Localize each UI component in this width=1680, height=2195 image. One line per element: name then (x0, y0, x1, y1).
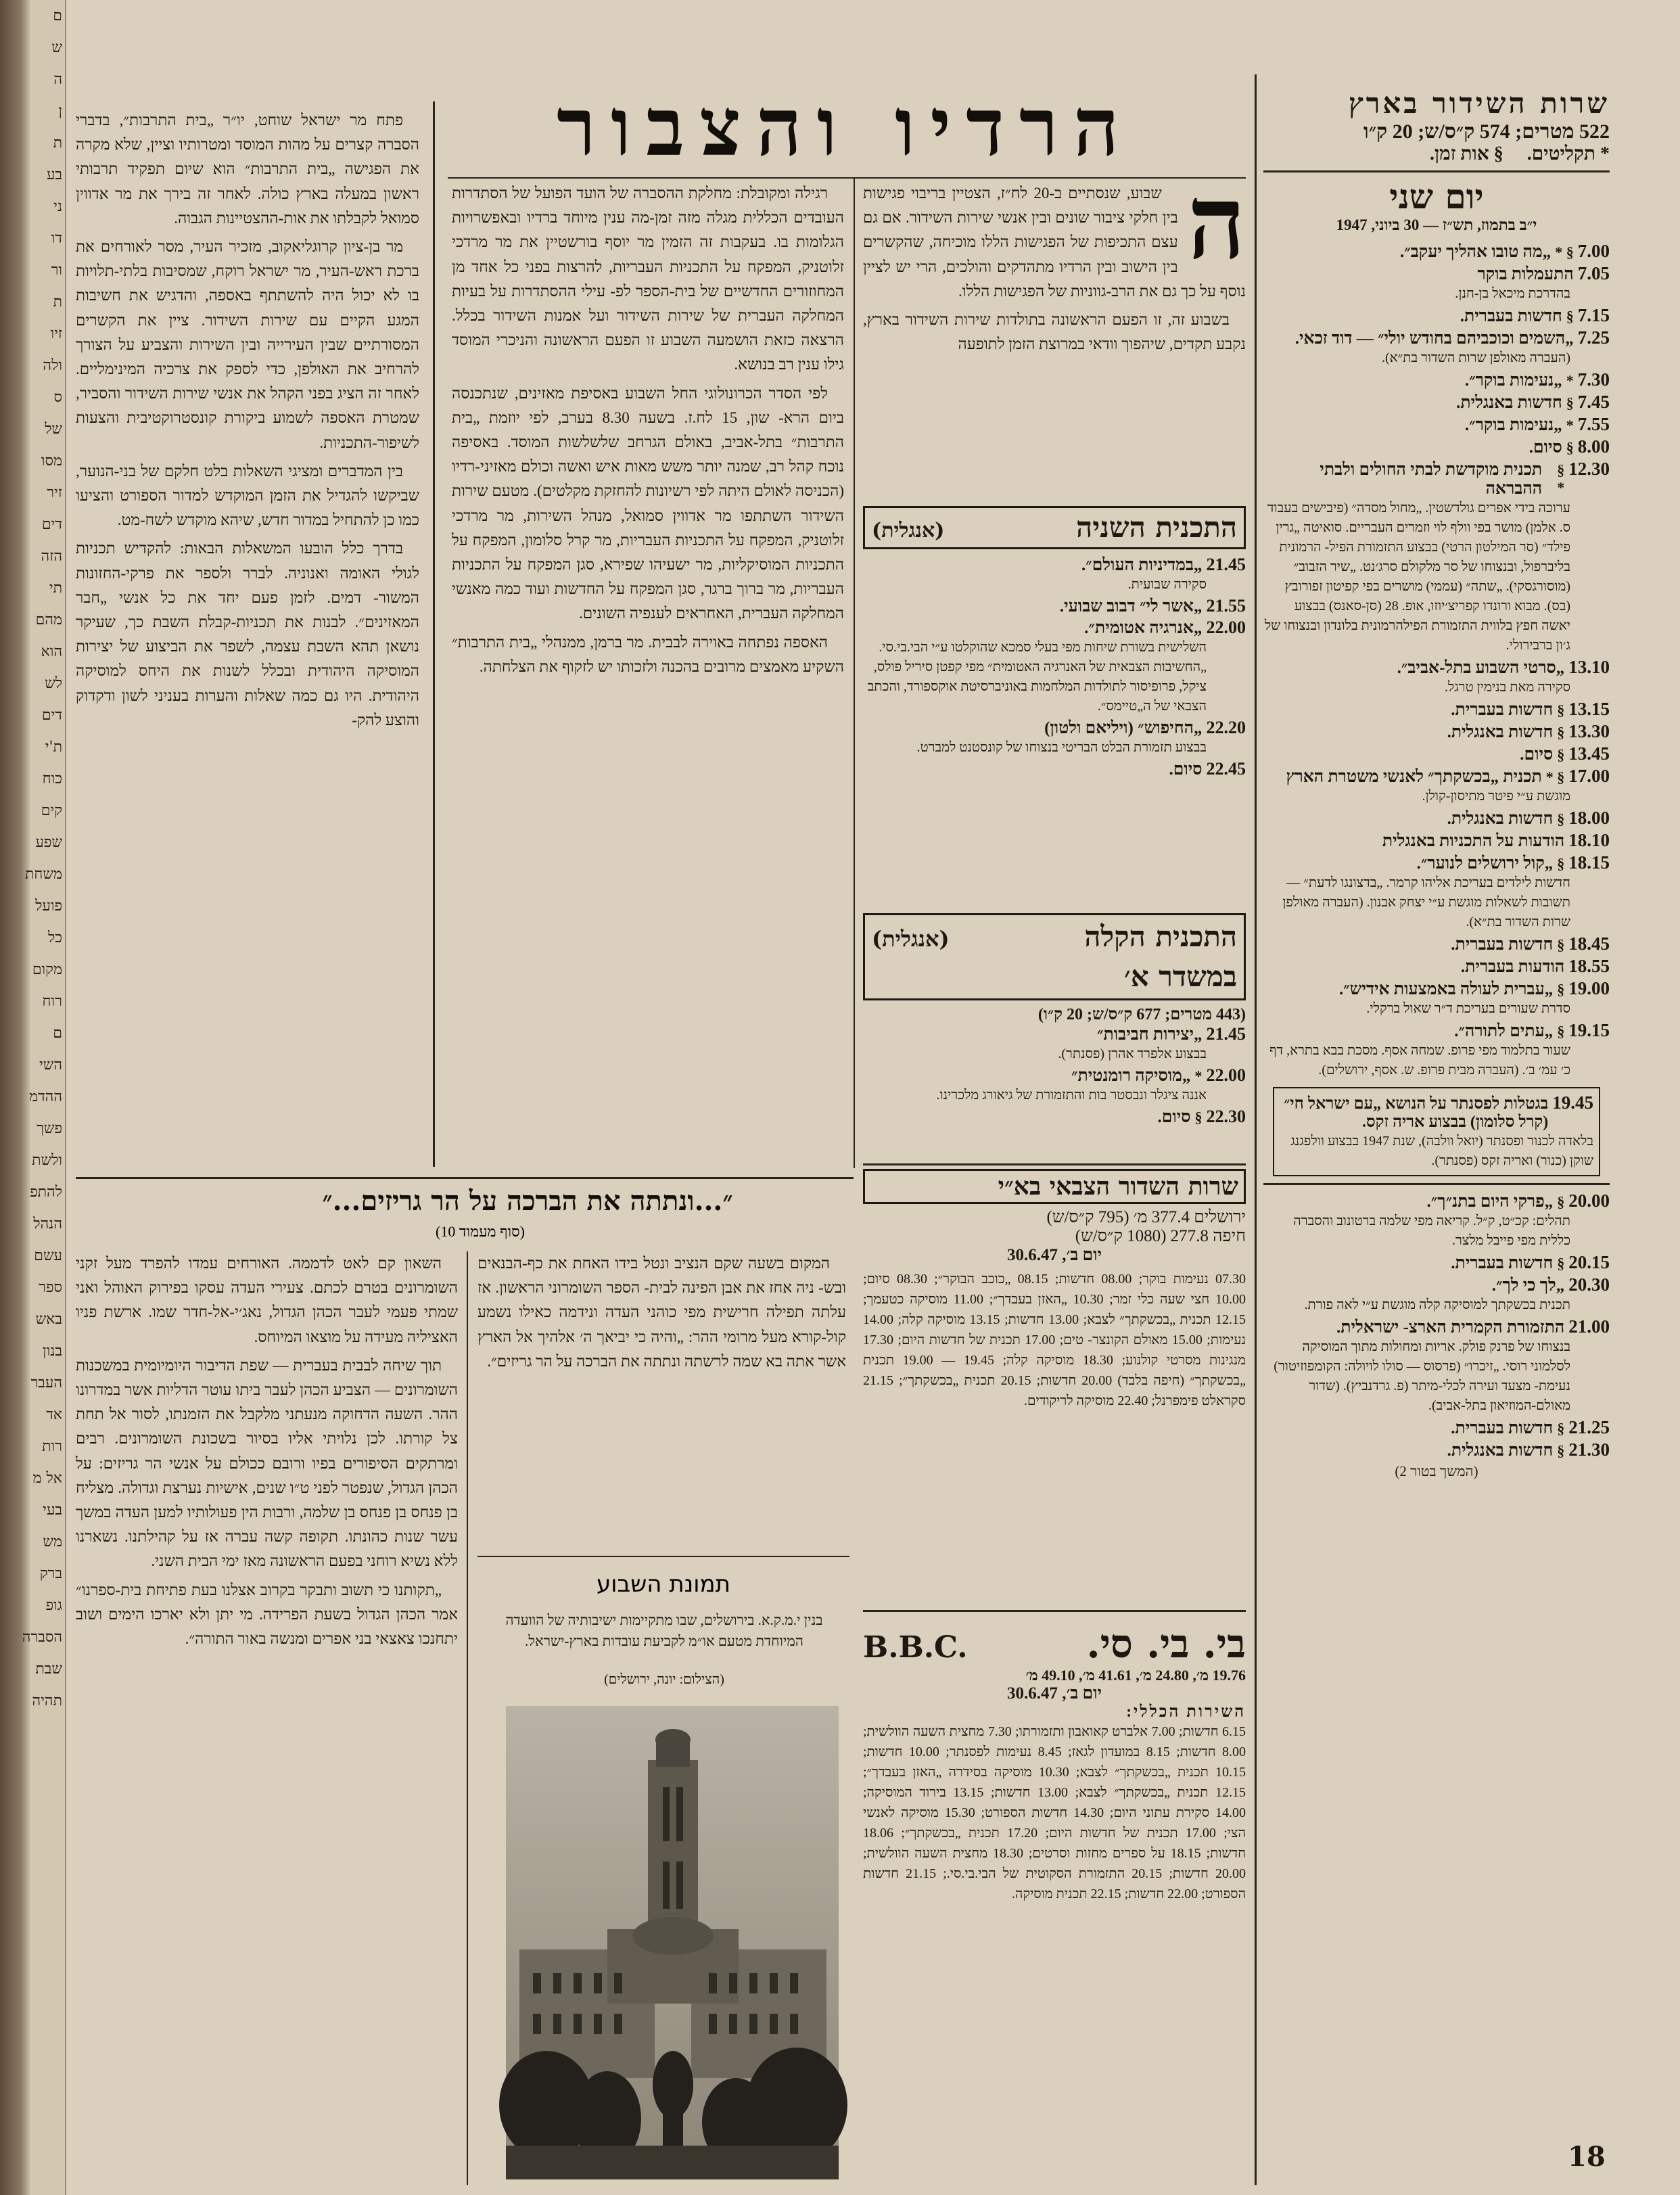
program-entry (1263, 1274, 1610, 1315)
program-time: 18.00 (1568, 808, 1610, 828)
program-time: 21.00 (1568, 1316, 1610, 1337)
edge-text-fragment: באש (35, 1311, 62, 1328)
program-symbol: § (1557, 1023, 1565, 1040)
program-time: 13.45 (1568, 743, 1610, 764)
program-title: „מה טובו אהליך יעקב״. (1400, 243, 1551, 261)
article-paragraph: „תקותנו כי תשוב ותבקר בקרוב אצלנו בעת פתיחת בית-ספרנו״ אמר הכהן הגדול בשעת הפרידה. מי יתן ולא יארכו הימים ושוב יתחנכו צאצאי בני אפרים ומנשה באור התורה״. (76, 1581, 458, 1648)
program-time: 21.25 (1568, 1417, 1610, 1437)
edge-text-fragment: בע (46, 166, 62, 183)
army-jerusalem-frequency: ירושלים 377.4 מ׳ (795 ק״ס/ש) (1046, 1208, 1246, 1226)
ymca-building-image (506, 1706, 839, 2179)
article-paragraph: שבוע, שנסתיים ב-20 לח״ז, הצטיין בריבוי פגישות בין חלקי ציבור שונים ובין אנשי שירות השידור. אם גם עצם התכיפות של הפגישות הללו מוכיחה, שהקשרים בין הישוב ובין הרדיו מתהדקים והולכים, הרי יש לציין נוסף על כך גם את הרב-גווניות של הפגישות הללו. (863, 185, 1246, 300)
program-time: 22.00 (1206, 1065, 1246, 1085)
program-note: תהלים: קכ״ט, ק״ל. קריאה מפי שלמה ברטונוב והסברה כללית מפי פייבל מלצר. (1293, 1214, 1570, 1248)
program-note: (העברה מאולפן שרות השדור בת״א). (1382, 350, 1570, 365)
army-haifa-frequency: חיפה 277.8 (1080 ק״ס/ש) (1075, 1227, 1246, 1245)
program-symbol: § (1557, 1420, 1565, 1437)
edge-text-fragment: ת (53, 135, 62, 152)
program-time: 20.30 (1568, 1274, 1610, 1295)
program-title: סיום. (1157, 1108, 1191, 1126)
program-entry (1263, 699, 1610, 720)
program-title: „נעימות בוקר״. (1464, 416, 1562, 434)
bottom-article-title: ״...ונתתה את הברכה על הר גריזים...״ (322, 1185, 733, 1217)
light-program-frequency: (443 מטרים; 677 ק״ס/ש; 20 ק״ו) (1037, 1006, 1246, 1023)
army-broadcast-box (863, 1163, 1246, 1603)
program-note: חדשות לילדים בעריכת אליהו קרמר. „בדצונגו לדעת״ — תשובות לשאלות מוגשת ע״י יצחק אבנון. (העברה מאולפן שרות השדור בת״א). (1282, 875, 1570, 929)
light-program-heading: התכנית הקלה (1084, 920, 1237, 953)
article-paragraph: פתח מר ישראל שוחט, יו״ר „בית התרבות״, בדברי הסברה קצרים על מהות המוסד ומטרותיו וציין, שלא מקרה את הפגישה „בית התרבות״ הוא שיום תפקיד תרבותי ראשון במעלה בארץ כולה. לאחר זה בירך את מר אדווין סמואל לקבלתו את אות-ההצטיינות הגבוה. (76, 112, 419, 227)
previous-page-edge (22, 0, 66, 2195)
program-time: 8.00 (1577, 436, 1610, 457)
program-title: „מוסיקה רומנטית״ (1071, 1067, 1191, 1085)
program-symbol: * (1194, 1067, 1203, 1084)
program-title: „פרקי היום בתנ״ך״. (1426, 1193, 1554, 1211)
second-program-title (863, 506, 1246, 549)
program-entry (1263, 1439, 1610, 1460)
bbc-box (863, 1610, 1246, 2178)
bbc-date: יום ב׳, 30.6.47 (1006, 1684, 1102, 1703)
edge-text-fragment: פשך (37, 1120, 62, 1137)
program-time: 21.30 (1568, 1439, 1610, 1460)
edge-text-fragment: הזה (41, 548, 62, 565)
program-time: 13.15 (1568, 699, 1610, 719)
program-entry (1263, 459, 1610, 655)
program-time: 19.45 (1552, 1092, 1593, 1113)
program-entry (863, 718, 1246, 758)
program-title: חדשות באנגלית. (1447, 810, 1554, 828)
program-title: „במדיניות העולם״. (1081, 556, 1203, 574)
program-entry (1263, 830, 1610, 851)
program-symbol: § (1557, 810, 1565, 827)
article-paragraph: מר בן-ציון קרוגליאקוב, מזכיר העיר, מסר לאורחים את ברכת ראש-העיר, מר ישראל רוקח, שמסיבות בלתי-תלויות בו לא יכול היה להשתתף באספה, והדגיש את חשיבות המגע הקיים עם שירות השידור. ציין את הקשרים המסורתיים שבין העירייה ובין השירות והצביע על הצורך להרחיב את האולפן, כדי לספק את צרכיה המינימליים. לאחר זה הציג בפני הקהל את אנשי שירות השידור והסביר, שמטרת האספה לשמוע ביקורת קונסטרוקטיבית והצעות לשיפור-התכניות. (76, 238, 419, 451)
page-number: 18 (1568, 2141, 1606, 2173)
title-underline (448, 177, 1246, 179)
article-column-lead (863, 163, 1246, 499)
drop-cap: ה (1187, 163, 1246, 282)
edge-text-fragment: שבת (35, 1661, 62, 1678)
ymca-building-photo (506, 1706, 839, 2179)
edge-text-fragment: רוח (42, 993, 62, 1010)
page-binding (0, 0, 30, 2195)
bottom-section-rule (76, 1177, 854, 1179)
program-title: „נעימות בוקר״. (1464, 371, 1562, 390)
day-date: י״ב בתמוז, תש״ז — 30 ביוני, 1947 (1336, 216, 1537, 233)
army-broadcast-schedule: 07.30 נעימות בוקר; 08.00 חדשות; 08.15 „כוכב הבוקר״; 08.30 סיום; 10.00 חצי שעה כלי זמר; 10.30 „האזן בעבדך״; 11.00 מוסיקה כטעמך; 12.15 תכנית „בכשקתך״ לצבא; 13.00 חדשות; 13.15 מוסיקה קלה; 14.00 נעימות; 15.00 מאולם הקונצר- טים; 17.00 תכנית של חדשות היום; 17.30 מנגינות מסרטי קולנוע; 18.30 מוסיקה קלה; 19.45 — 19.00 תכנית „בכשקתך״ (חיפה בלבד) 20.00 חדשות; 20.15 תכנית „בכשקתך״; 21.15 סקראלט פימפרנל; 22.40 מוסיקה לריקודים. (863, 1272, 1246, 1408)
second-program-language: (אנגלית) (872, 519, 945, 542)
program-note: בהדרכת מיכאל בן-חנן. (1455, 286, 1570, 301)
local-broadcast-column (1263, 87, 1610, 2184)
program-time: 7.05 (1577, 263, 1610, 283)
program-note: סקירה מאת בנימין טרגל. (1444, 680, 1570, 695)
program-title: חדשות באנגלית. (1456, 394, 1562, 412)
photo-section-rule (477, 1556, 849, 1557)
program-title: הודעות בעברית. (1460, 958, 1565, 976)
bbc-frequencies: 19.76 מ׳, 24.80 מ׳, 41.61 מ׳, 49.10 מ׳ (1025, 1667, 1246, 1684)
edge-text-fragment: להתפ (30, 1184, 62, 1201)
program-time: 13.30 (1568, 721, 1610, 741)
program-title: הודעות על התכניות באנגלית (1382, 832, 1565, 850)
continuation-note: (המשך בטור 2) (1395, 1463, 1478, 1479)
program-entry (1263, 436, 1610, 457)
program-entry (1263, 978, 1610, 1019)
edge-text-fragment: ור (51, 262, 62, 279)
program-time: 20.15 (1568, 1252, 1610, 1272)
photo-credit: (הצילום: יונה, ירושלים) (604, 1672, 724, 1687)
bottom-article-right (477, 1251, 846, 1549)
edge-text-fragment: העבר (30, 1374, 62, 1391)
program-time: 21.45 (1206, 1024, 1246, 1044)
program-time: 13.10 (1568, 657, 1610, 677)
program-time: 7.25 (1577, 327, 1610, 348)
program-title: התזמורת הקמרית הארצ- ישראלית. (1336, 1318, 1565, 1337)
program-symbol: § (1557, 1255, 1565, 1272)
edge-text-fragment: אל מ (32, 1470, 62, 1487)
column-divider (433, 101, 435, 1167)
light-program-title (863, 913, 1246, 1000)
program-symbol: § * (1557, 461, 1565, 496)
light-program-box (863, 913, 1246, 1157)
program-time: 19.15 (1568, 1020, 1610, 1040)
edge-text-fragment: מהם (35, 611, 62, 628)
edge-text-fragment: משחת (24, 866, 62, 883)
program-entry (1263, 956, 1610, 977)
program-time: 18.10 (1568, 830, 1610, 850)
program-symbol: § (1557, 1193, 1565, 1210)
edge-text-fragment: דו (51, 230, 62, 247)
program-note: ערוכה בידי אפרים גולדשטין. „מחול מסדה״ (פיבישים בעבוד ס. אלמן) מושר בפי וולף לוי וזמרים העבריים. סואיטה „גרין פילד״ (סר המילטון הרטי) בבצוע התזמורת הפיל- הרמונית בליברפול, ובנצוחו של סר מלקולם סרג׳נט. „שיר הזבוב״ (מוסורגסקי). „שתה״ (עממי) מושרים בפי קפיטון זפורובץ (בס). מבוא ורונדו קפריצ׳יוזו, אופ. 28 (סן-סאנס) בבצוע יאשה חפץ בלווית התזמורת הפילהרמונית בלונדון ובנצוחו של ג׳ון ברבירולי. (1264, 501, 1570, 653)
program-entry (1263, 743, 1610, 764)
program-symbol: * (1566, 417, 1574, 434)
second-program-heading: התכנית השניה (1076, 511, 1237, 544)
program-note: בבצוע אלפרד אהרן (פסנתר). (1058, 1046, 1207, 1061)
program-entry (1263, 721, 1610, 742)
edge-text-fragment: ולשת (32, 1152, 62, 1169)
edge-text-fragment: גופ (45, 1597, 62, 1614)
bbc-schedule: 6.15 חדשות; 7.00 אלברט קאואבון ותזמורתו; 7.30 מחצית השעה הוולשית; 8.00 חדשות; 8.15 במועדון לגאז; 8.45 נעימות לפסנתר; 10.00 חדשות; 10.15 תכנית „בכשקתך״ לצבא; 10.30 מוסיקה בסידרה „האזן בעבדך״; 12.15 תכנית „בכשקתך״ לצבא; 13.00 חדשות; 13.15 בירוד המוסיקה; 14.00 סקירת עתוני היום; 14.30 חדשות הספורט; 15.30 מוסיקה לאנשי הצי; 17.00 תכנית של חדשות היום; 17.20 תכנית „בכשקתך״; 18.06 חדשות; 18.15 על ספרים מחזות וסרטים; 18.30 מחצית השעה הוולשית; 20.00 חדשות; 20.15 התזמורת הסקוטית של הבי.בי.סי.; 21.15 חדשות הספורט; 22.00 חדשות; 22.15 תכנית מוסיקה. (863, 1724, 1246, 1901)
edge-text-fragment: ברק (39, 1565, 62, 1582)
program-entry (863, 555, 1246, 595)
program-title: „עתים לתורה״. (1454, 1022, 1554, 1040)
edge-text-fragment: פועל (35, 898, 62, 915)
program-note: סדרת שעורים בעריכת ד״ר שאול ברקלי. (1366, 1001, 1570, 1016)
edge-text-fragment: תהיה (32, 1692, 62, 1709)
article-paragraph: תוך שיחה לבבית בעברית — שפת הדיבור היומיומית במשכנות השומרונים — הצביע הכהן לעבר ביתו עוטר הדליות אשר במדרונו ההר. השעה הדחוקה מנעתני מלקבל את הזמנתו, לסור אל תחת צל קורתו. לכן נלויתי אליו בסיור בשכונת השומרונים. רבים ומרתקים הסיפורים בפיו ורובם ככולם על אנשי הר גריזים: על הכהן הגדול, שנפטר לפני ט״ו שנים, אישיות נערצת וגדולה. מצליח בן פנחס בן פנחס בן שלמה, ורבות הין פעולותיו למען העדה במשך עשר שנות כהונתו. תקופה קשה עברה אז על קהילתנו. נשארנו ללא נשיא רוחני בפעם הראשונה מאז ימי הבית השני. (76, 1356, 458, 1570)
edge-text-fragment: ם (53, 1025, 62, 1042)
program-symbol: § (1557, 701, 1565, 718)
army-broadcast-title: שרות השדור הצבאי בא״י (863, 1169, 1246, 1204)
program-entry (1263, 414, 1610, 435)
program-title: תכנית „בכשקתך״ לאנשי משטרת הארץ (1286, 768, 1542, 786)
program-time: 22.30 (1206, 1107, 1246, 1126)
edge-text-fragment: ולה (43, 357, 62, 374)
program-entry (1263, 808, 1610, 829)
program-entry (1263, 369, 1610, 390)
program-symbol: * (1566, 372, 1574, 389)
program-symbol: § (1557, 936, 1565, 953)
program-entry (863, 759, 1246, 779)
day-heading: יום שני (1389, 177, 1484, 216)
edge-text-fragment: מקום (32, 961, 62, 978)
edge-text-fragment: תי (49, 580, 62, 597)
program-title: „השמים וכוכביהם בחודש יולי״ — דוד זכאי. (1294, 329, 1574, 348)
program-symbol: § (1566, 308, 1574, 325)
article-paragraph: בין המדברים ומציגי השאלות בלט חלקם של בני-הנוער, שביקשו להגדיל את הזמן המוקדש למדור הספורט והציעו כמו כן להתחיל במדור חדש, שיהא מוקדש לשח-מט. (76, 462, 419, 529)
edge-text-fragment: השי (39, 1057, 62, 1073)
program-entry (1263, 305, 1610, 326)
program-entry (1263, 241, 1610, 262)
edge-text-fragment: ני (53, 198, 62, 215)
program-entry (1263, 1252, 1610, 1273)
edge-text-fragment: רות (42, 1438, 62, 1455)
edge-text-fragment: הוא (41, 643, 62, 660)
article-paragraph: לפי הסדר הכרונולוגי החל השבוע באסיפת מאזינים, שנתכנסה ביום הרא- שון, 15 לח.ז. בשעה 8.30 בערב, לפי יוזמת „בית התרבות״ בתל-אביב, באולם הגרחב שלשלשות המוסד. באסיפה נוכח קהל רב, שמנה יותר משש מאות איש ואשה וכולם מאזיני-רדיו (הכניסה לאולם היתה לפי רשיונות להחזקת מקלטים). מטעם שירות השידור השתתפו מר אדווין סמואל, מנהל השירות, מר מרדכי זלוטניק, המפקח על התכניות העבריות, מר קרל סלומון, המפקח על התכניות המוסיקליות, מר ישעיהו שפירא, סגן המפקח על התכניות העבריות, מר ברוך ברגר, סגן המפקח על החדשות ועוד כמה מאנשי המחלקה העברית, האחראים לענפיה השונים. (452, 384, 844, 622)
article-paragraph: בדרך כלל הובעו המשאלות הבאות: להקדיש תכניות לגולי האומה ואנוניה. לברר ולספר את פרקי-החזונות המשור- דמים. לזמן פעם יחד את כל אנשי „חבר המאזינים״. לבנות את תכניות-קבלת השבת כך, שעיקר נושאן תהא השבת עצמה, לשפר את הביצוע של יצירות המוסיקה היהודית ובכלל לשנות את היחס למוסיקה היהודית. היו גם כמה שאלות והערות בעניני לשון ודקדוק והוצע להק- (76, 540, 419, 729)
second-program-box (863, 506, 1246, 892)
edge-text-fragment: הנהל (33, 1216, 62, 1232)
light-program-station: במשדר א׳ (1124, 960, 1237, 993)
program-note: סקירה שבועית. (1127, 577, 1207, 592)
program-symbol: § (1557, 746, 1565, 763)
program-note: תכנית בכשקתך למוסיקה קלה מוגשת ע״י לאה פורת. (1304, 1297, 1570, 1312)
program-symbol: § (1557, 855, 1565, 872)
box-rule (863, 1163, 1246, 1165)
program-note: השלישית בשורת שיחות מפי בעלי סמכא שהוקלטו ע״י הבי.בי.סי. „החשיבות הצבאית של האנרגיה האטומית״ מפי קפטן סיריל פולס, ציקל, פרופיסור לתולדות המלחמות באוניברסיטת אוקספורד, והכתב הצבאי של ה„טיימס״. (867, 640, 1207, 714)
program-title: „קול ירושלים לנוער״. (1416, 854, 1554, 873)
edge-text-fragment: ת'י (45, 739, 62, 756)
program-title: „החיפוש״ (ויליאם ולטון) (1044, 719, 1203, 737)
light-program-language: (אנגלית) (872, 926, 950, 952)
bottom-article-source: (סוף מעמוד 10) (436, 1223, 525, 1240)
edge-text-fragment: כל (47, 929, 62, 946)
bottom-article-left (76, 1251, 458, 2185)
edge-text-fragment: בעי (43, 1502, 62, 1519)
program-note: אננה ציגלר ונבסטר בות והתזמורת של גיאורג מלכרינו. (936, 1088, 1207, 1103)
edge-text-fragment: דים (41, 516, 62, 533)
edge-text-fragment: שפע (35, 834, 62, 851)
bbc-title-latin: B.B.C. (863, 1630, 968, 1665)
station-frequency: 522 מטרים; 574 ק״ס/ש; 20 ק״ו (1363, 120, 1610, 143)
program-time: 7.45 (1577, 392, 1610, 412)
program-entry (1263, 1417, 1610, 1438)
edge-text-fragment: ן (58, 103, 62, 120)
program-entry (1263, 852, 1610, 932)
boxed-program (1273, 1087, 1600, 1176)
program-symbol: § (1566, 394, 1574, 411)
program-title: התעמלות בוקר (1477, 265, 1574, 283)
program-time: 20.00 (1568, 1191, 1610, 1211)
program-time: 18.55 (1568, 956, 1610, 976)
program-title: „יצירות חביבות״ (1097, 1025, 1203, 1044)
program-entry (863, 1065, 1246, 1105)
edge-text-fragment: בנון (43, 1343, 62, 1360)
program-time: 7.00 (1577, 241, 1610, 261)
program-title: תכנית מוקדשת לבתי החולים ולבתי ההבראה (1320, 461, 1543, 498)
column-divider (854, 177, 855, 1168)
edge-text-fragment: מסו (41, 453, 62, 469)
program-time: 12.30 (1568, 459, 1610, 479)
edge-text-fragment: לש (45, 675, 62, 692)
program-entry (1263, 1191, 1610, 1251)
box-rule (1263, 1183, 1610, 1185)
program-time: 21.55 (1206, 596, 1246, 616)
edge-text-fragment: ס (53, 389, 62, 406)
program-entry (1263, 1020, 1610, 1080)
column-divider (467, 1251, 468, 2185)
program-title: חדשות בעברית. (1451, 1419, 1554, 1437)
edge-text-fragment: ת (53, 294, 62, 310)
program-entry (1263, 263, 1610, 304)
bbc-service-heading: השירות הכללי: (1126, 1703, 1246, 1721)
program-time: 7.15 (1577, 305, 1610, 325)
program-time: 19.00 (1568, 978, 1610, 998)
edge-text-fragment: ההדמ (29, 1088, 62, 1105)
program-symbol: § (1557, 981, 1565, 998)
program-time: 21.45 (1206, 555, 1246, 574)
program-time: 22.00 (1206, 618, 1246, 637)
program-entry (1263, 657, 1610, 697)
program-symbol: § (1557, 724, 1565, 741)
program-title: „לך כי לך״. (1491, 1276, 1565, 1295)
program-time: 18.45 (1568, 933, 1610, 954)
program-entry (1263, 1316, 1610, 1416)
program-title: „סרטי השבוע בתל-אביב״. (1397, 659, 1565, 677)
article-paragraph: המקום בשעה שקם הנציב ונטל בידו האחת את כף-הבנאים ובש- ניה אחז את אבן הפינה לבית- הספר השומרוני הראשון. אז עלתה תפילה חרישית מפי כוהני העדה ונידמה כאילו נשמע קול-קורא מעל מרומי ההר: „והיה כי יביאך ה׳ אלהיך אל הארץ אשר אתה בא שמה לרשתה ונתתה את הברכה על הר גריזים״. (477, 1255, 846, 1370)
program-time: 22.20 (1206, 718, 1246, 737)
edge-text-fragment: ם (53, 7, 62, 24)
program-note: בלאדה לכנור ופסנתר (יואל וולבה), שנת 1947 בבצוע וולפגנג שוקן (כנור) ואריה זקס (פסנתר). (1290, 1134, 1593, 1168)
program-title: סיום. (1520, 745, 1554, 764)
program-title: חדשות בעברית. (1451, 1254, 1554, 1272)
article-title: הרדיו והצבור (557, 80, 1134, 174)
program-time: 17.00 (1568, 766, 1610, 786)
article-paragraph: האספה נפתחה באוירה לבבית. מר ברמן, ממנהלי „בית התרבות״ השקיע מאמצים מרובים בהכנה ולזכותו יש לזקוף את הצלחתה. (452, 633, 844, 675)
edge-text-fragment: אד (46, 1406, 62, 1423)
program-title: סיום. (1529, 438, 1562, 457)
station-name: שרות השידור בארץ (1348, 87, 1610, 120)
photo-title: תמונת השבוע (597, 1571, 730, 1598)
program-time: 18.15 (1568, 852, 1610, 873)
program-title: חדשות בעברית. (1460, 307, 1562, 325)
program-time: 7.30 (1577, 369, 1610, 390)
program-symbol: § * (1555, 244, 1574, 260)
article-paragraph: רגילה ומקובלת: מחלקת ההסברה של הועד הפועל של הסתדרות העובדים הכללית מגלה מזה זמן-מה ענין מיוחד ברדיו ובאפשרויות הגלומות בו. בעקבות זה הזמין מר יוסף בורשטיין את מר מרדכי זלוטניק, המפקח על התכניות העבריות, להרצות בפני כל אחד מן המחוזורים החדשיים של בית-הספר לפ- עילי ההסתדרות על בעיות המחלקה העברית של שירות השידור ועל אמנות השידור בכלל. הרצאה כזאת הושמעה השבוע זו הפעם הראשונה והניכרי המוסד גילו ענין רב בנושא. (452, 185, 844, 373)
article-column-left (76, 108, 419, 1167)
program-entry (1263, 327, 1610, 368)
program-note: שעור בתלמוד מפי פרופ. שמחה אסף. מסכת בבא בתרא, דף כ׳ עמ׳ ב׳. (העברה מבית פרופ. ש. אסף, ירושלים). (1269, 1043, 1570, 1078)
program-title: „אנרגיה אטומית״. (1084, 619, 1203, 637)
edge-text-fragment: של (45, 421, 62, 438)
program-time: 7.55 (1577, 414, 1610, 434)
article-paragraph: בשבוע זה, זו הפעם הראשונה בתולדות שירות השידור בארץ, נקבע תקדים, שיהפוך וודאי במרוצת הזמן לתופעה (863, 311, 1246, 353)
program-title: בגטלות לפסנתר על הנושא „עם ישראל חי״ (קרל סלומון) בבצוע אריה זקס. (1284, 1095, 1549, 1131)
edge-text-fragment: עשם (34, 1247, 62, 1264)
edge-text-fragment: הסברה (22, 1629, 62, 1646)
program-symbol: § * (1545, 768, 1565, 785)
article-column-middle (452, 181, 844, 1169)
program-title: חדשות בעברית. (1451, 935, 1554, 954)
article-paragraph: השאון קם לאט לדממה. האורחים עמדו להפרד מעל זקני השומרונים בטרם לכתם. צעירי העדה עסקו בפירוק האוהל ואני שמתי פעמי לעבר הכהן הגדול, נאג׳י-אל-חדר שמו. ארשת פניו האציליה מעידה על מוצאו המיוחס. (76, 1255, 458, 1345)
program-entry (863, 1024, 1246, 1064)
program-entry (1263, 766, 1610, 806)
program-entry (863, 618, 1246, 716)
program-entry (1263, 933, 1610, 954)
program-note: בבצוע תזמורת הבלט הבריטי בנצוחו של קונסטנט למברט. (916, 740, 1207, 755)
program-title: „אשר לי״ דבוב שבועי. (1059, 597, 1203, 616)
edge-text-fragment: זיר (47, 484, 62, 501)
edge-text-fragment: ספר (39, 1279, 62, 1296)
program-entry (863, 596, 1246, 616)
edge-text-fragment: קים (41, 802, 62, 819)
photo-caption: בנין י.מ.ק.א. בירושלים, שבו מתקיימות ישיבותיה של הוועדה המיוחדת מטעם או״מ לקביעת עובדות בארץ-ישראל. (505, 1612, 823, 1649)
box-rule (863, 1610, 1246, 1612)
program-symbol: § (1194, 1109, 1203, 1126)
edge-text-fragment: זיו (50, 325, 62, 342)
program-entry (863, 1107, 1246, 1127)
edge-text-fragment: מש (43, 1533, 62, 1550)
program-symbol: § (1566, 439, 1574, 456)
program-time: 22.45 (1206, 759, 1246, 779)
edge-text-fragment: ה (53, 71, 62, 88)
program-note: בנצוחו של פרנק פולק. אריות ומחולות מתוך המוסיקה לסלמוני רוסי. „זיכרו״ (פרסוס — סולו לויולה: הקומפוזיטור) נעימת- מצעד ועירה לכלי-מיתר (פ. גרדנביץ). (שדור מאולם-המוזיאון בתל-אביב). (1274, 1339, 1570, 1413)
legend-symbols: * תקליטים. § אות זמן. (1430, 143, 1610, 164)
program-symbol: § (1557, 1442, 1565, 1459)
program-note: מוגשת ע״י פיטר מתיסון-קולן. (1422, 789, 1570, 804)
column-divider (1255, 74, 1257, 2185)
army-broadcast-date: יום ב׳, 30.6.47 (1006, 1246, 1102, 1264)
edge-text-fragment: כוח (42, 770, 62, 787)
bbc-title-hebrew: בי. בי. סי. (1086, 1621, 1246, 1667)
edge-text-fragment: ש (51, 39, 62, 56)
program-title: סיום. (1169, 760, 1203, 779)
program-title: חדשות באנגלית. (1447, 723, 1554, 741)
program-title: חדשות בעברית. (1451, 701, 1554, 719)
program-title: חדשות באנגלית. (1447, 1441, 1554, 1460)
edge-text-fragment: דים (41, 707, 62, 724)
header-rule (1263, 170, 1610, 172)
program-title: „עברית לעולה באמצעות אידיש״. (1338, 980, 1554, 998)
program-entry (1263, 392, 1610, 413)
